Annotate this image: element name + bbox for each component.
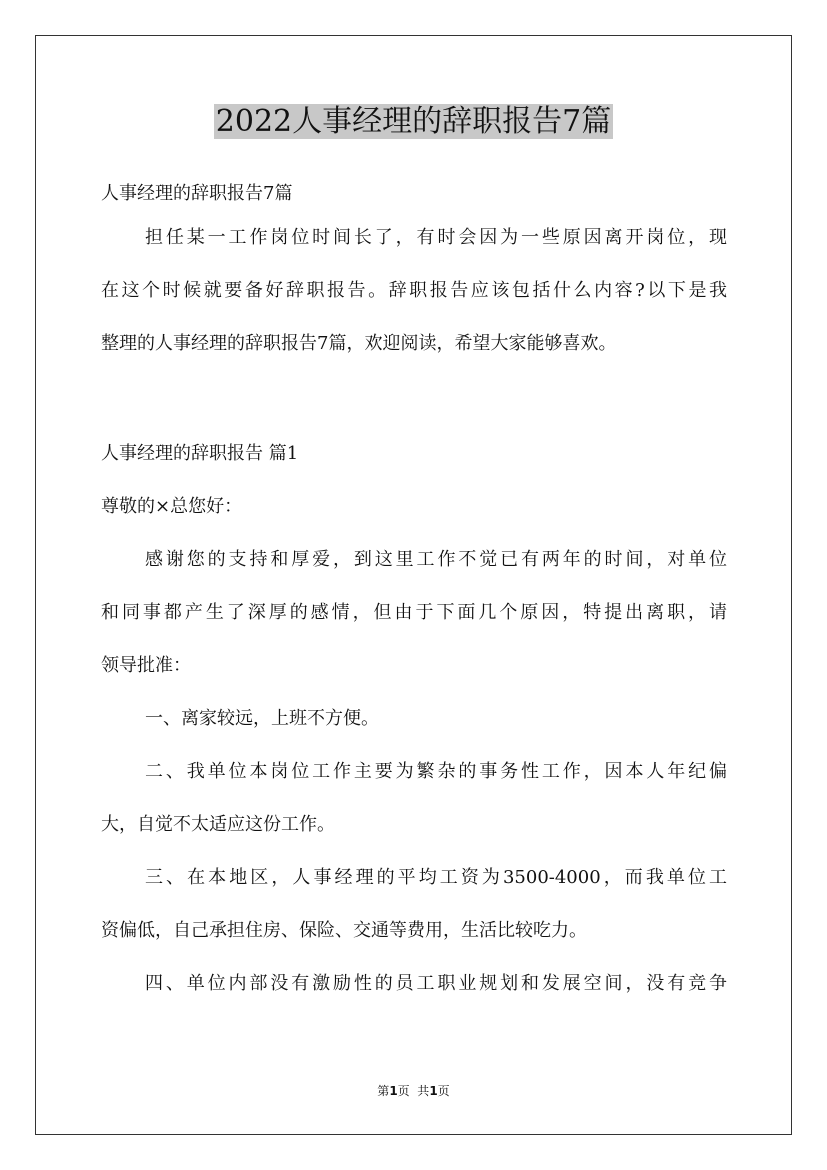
item2-line-2: 大，自觉不太适应这份工作。 xyxy=(101,814,335,835)
footer-page-mid: 页 共 xyxy=(397,1084,430,1098)
item4-line-1: 四、单位内部没有激励性的员工职业规划和发展空间，没有竞争 xyxy=(145,973,727,994)
item3-line-2: 资偏低，自己承担住房、保险、交通等费用，生活比较吃力。 xyxy=(101,920,587,941)
footer-page-current: 1 xyxy=(389,1084,398,1098)
intro-line-3: 整理的人事经理的辞职报告7篇，欢迎阅读，希望大家能够喜欢。 xyxy=(101,333,617,354)
paragraph1-line-2: 和同事都产生了深厚的感情，但由于下面几个原因，特提出离职，请 xyxy=(101,602,727,623)
document-subtitle: 人事经理的辞职报告7篇 xyxy=(101,183,293,204)
footer-page-suffix: 页 xyxy=(437,1084,450,1098)
footer-page-prefix: 第 xyxy=(377,1084,390,1098)
item2-line-1: 二、我单位本岗位工作主要为繁杂的事务性工作，因本人年纪偏 xyxy=(145,761,727,782)
document-title-text: 2022人事经理的辞职报告7篇 xyxy=(215,104,612,139)
intro-line-1: 担任某一工作岗位时间长了，有时会因为一些原因离开岗位，现 xyxy=(145,227,727,248)
intro-line-2: 在这个时候就要备好辞职报告。辞职报告应该包括什么内容?以下是我 xyxy=(101,280,727,301)
section-heading: 人事经理的辞职报告 篇1 xyxy=(101,443,299,464)
paragraph1-line-3: 领导批准： xyxy=(101,655,191,676)
paragraph1-line-1: 感谢您的支持和厚爱，到这里工作不觉已有两年的时间，对单位 xyxy=(145,549,727,570)
document-title xyxy=(0,100,827,144)
page-footer xyxy=(0,1082,827,1099)
item1: 一、离家较远，上班不方便。 xyxy=(145,708,379,729)
document-body xyxy=(101,172,727,1006)
salutation: 尊敬的×总您好： xyxy=(101,496,243,517)
footer-page-total: 1 xyxy=(429,1084,438,1098)
item3-line-1: 三、在本地区，人事经理的平均工资为3500-4000，而我单位工 xyxy=(145,867,727,888)
